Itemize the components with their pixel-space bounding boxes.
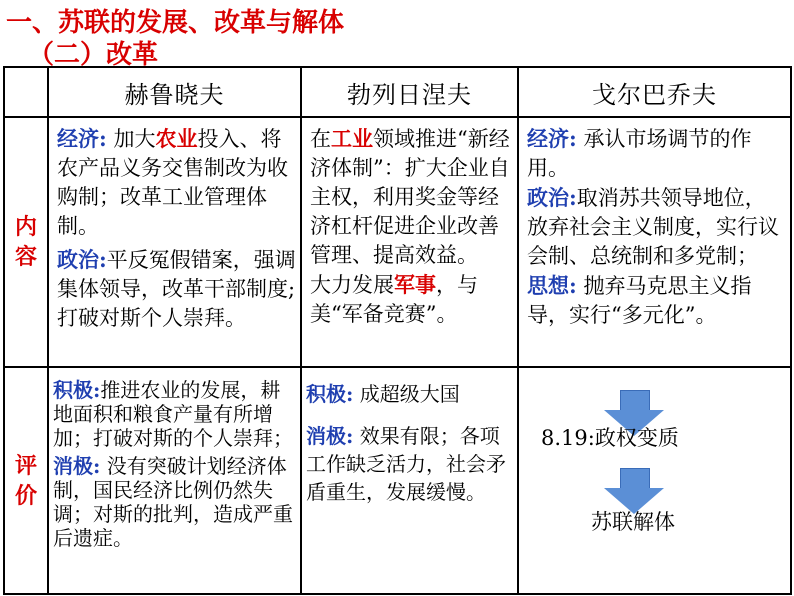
- economy-label: 经济:: [527, 126, 577, 151]
- corner-cell: [4, 67, 48, 117]
- header-row: [4, 67, 791, 117]
- positive-text: 成超级大国: [359, 382, 460, 406]
- evaluation-row: [4, 367, 791, 594]
- negative-text: 没有突破计划经济体制，国民经济比例仍然失调；对斯的批判，造成严重后遗症。: [53, 454, 293, 550]
- politics-text: 平反冤假错案，强调集体领导，改革干部制度;打破对斯个人崇拜。: [57, 248, 296, 330]
- politics-label: 政治:: [527, 185, 577, 210]
- brezhnev-negative: [306, 422, 515, 506]
- brezhnev-military: [310, 270, 513, 329]
- industry-keyword: 工业: [331, 126, 373, 151]
- negative-text: 效果有限；各项工作缺乏活力，社会矛盾重生，发展缓慢。: [306, 424, 506, 504]
- column-header-gorbachev: 戈尔巴乔夫: [518, 67, 791, 117]
- brezhnev-industry: [310, 124, 513, 270]
- gorbachev-politics: [527, 183, 786, 271]
- regime-change-text: 8.19:政权变质: [541, 426, 679, 450]
- military-keyword: 军事: [394, 272, 436, 297]
- content-brezhnev: [301, 117, 518, 367]
- ussr-dissolution-text: 苏联解体: [591, 510, 675, 534]
- economy-label: 经济:: [57, 126, 107, 151]
- evaluation-khrushchev: [48, 367, 301, 594]
- row-label-char: 价: [14, 482, 37, 509]
- agriculture-keyword: 农业: [155, 126, 198, 151]
- politics-text: 取消苏共领导地位，放弃社会主义制度，实行议会制、总统制和多党制；: [527, 186, 779, 268]
- content-khrushchev: [48, 117, 301, 367]
- column-header-khrushchev: 赫鲁晓夫: [48, 67, 301, 117]
- reform-table: [3, 66, 792, 595]
- khrushchev-politics: [57, 245, 296, 333]
- content-row: [4, 117, 791, 367]
- evaluation-gorbachev: [518, 367, 791, 594]
- positive-text: 推进农业的发展，耕地面积和粮食产量有所增加；打破对斯的个人崇拜；: [53, 378, 293, 450]
- row-label-content: [4, 117, 48, 367]
- gorbachev-economy: [527, 124, 786, 183]
- economy-text: 投入、将农产品义务交售制改为收购制；改革工业管理体制。: [57, 127, 288, 238]
- positive-label: 积极:: [53, 378, 101, 402]
- row-label-char: 容: [14, 244, 37, 270]
- row-label-char: 评: [14, 452, 37, 479]
- khrushchev-positive: [53, 378, 298, 450]
- military-text: ，与美“军备竞赛”。: [310, 273, 478, 326]
- economy-text: 加大: [113, 127, 156, 151]
- khrushchev-economy: [57, 124, 296, 241]
- brezhnev-positive: [306, 380, 515, 408]
- thought-text: 抛弃马克思主义指导，实行“多元化”。: [527, 274, 752, 327]
- economy-text: 承认市场调节的作用。: [527, 127, 752, 180]
- column-header-brezhnev: 勃列日涅夫: [301, 67, 518, 117]
- evaluation-brezhnev: [301, 367, 518, 594]
- negative-label: 消极:: [53, 454, 101, 478]
- industry-text: 在: [310, 127, 331, 151]
- industry-text: 领域推进“新经济体制”：扩大企业自主权，利用奖金等经济杠杆促进企业改善管理、提高效益。: [310, 127, 510, 267]
- thought-label: 思想:: [527, 273, 577, 298]
- gorbachev-thought: [527, 271, 786, 330]
- slide-subheading: （二）改革: [28, 40, 159, 70]
- khrushchev-negative: [53, 454, 298, 550]
- slide-heading: 一、苏联的发展、改革与解体: [6, 8, 345, 38]
- content-gorbachev: [518, 117, 791, 367]
- politics-label: 政治:: [57, 247, 107, 272]
- positive-label: 积极:: [306, 382, 354, 406]
- negative-label: 消极:: [306, 424, 354, 448]
- row-label-char: 内: [14, 214, 37, 240]
- military-text: 大力发展: [310, 273, 394, 297]
- row-label-evaluation: [4, 367, 48, 594]
